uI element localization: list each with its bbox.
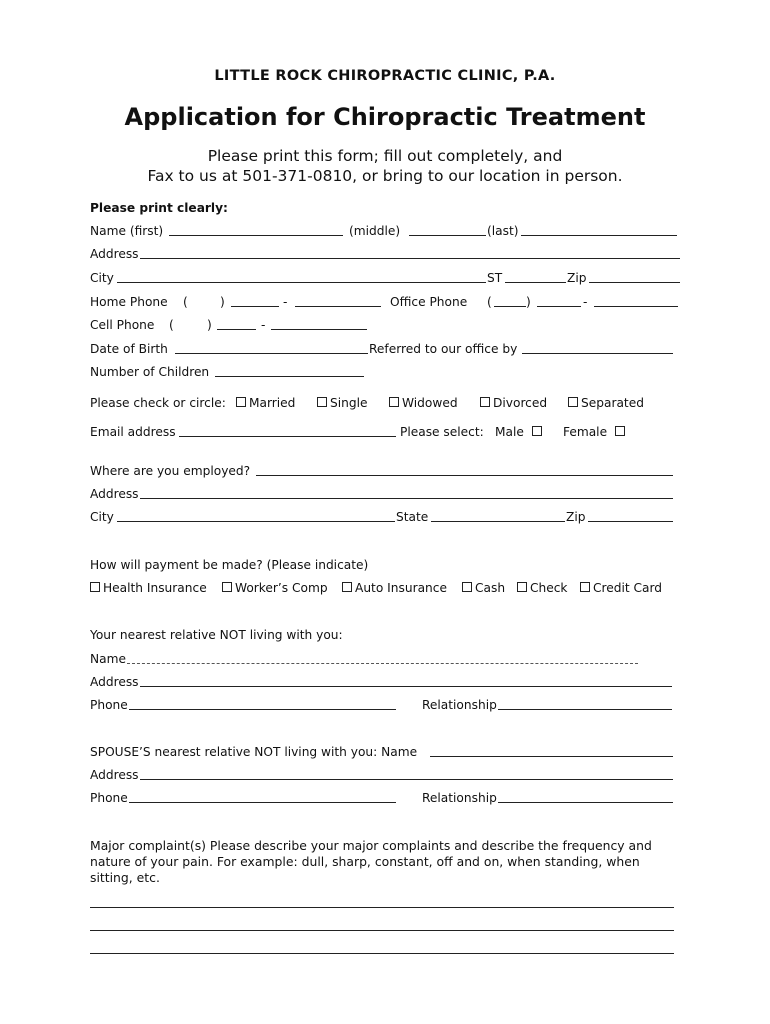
children-field[interactable] [215, 376, 364, 377]
cell-phone-open-paren: ( [169, 318, 174, 332]
name-middle-label: (middle) [349, 224, 401, 238]
relative-address-field[interactable] [140, 686, 672, 687]
office-phone-label: Office Phone [390, 295, 468, 309]
city-field[interactable] [117, 282, 486, 283]
city-label: City [90, 271, 114, 285]
name-first-label: Name (first) [90, 224, 164, 238]
complaint-instructions: Major complaint(s) Please describe your major complaints and describe the frequency and nature of your pain. For example: dull, sharp, constant, off and on, when standing, when sitting, etc. [90, 838, 652, 885]
relative-relationship-label: Relationship [422, 698, 497, 712]
spouse-relative-address-label: Address [90, 768, 139, 782]
clinic-name: LITTLE ROCK CHIROPRACTIC CLINIC, P.A. [214, 68, 556, 84]
checkbox-icon [222, 582, 232, 592]
name-middle-field[interactable] [409, 235, 486, 236]
spouse-relative-address-field[interactable] [140, 779, 673, 780]
home-phone-hyphen: - [283, 295, 288, 309]
complaint-line-2[interactable] [90, 930, 674, 931]
instructions-line-1: Please print this form; fill out completely, and [207, 147, 563, 165]
cell-phone-prefix-field[interactable] [217, 329, 256, 330]
complaint-line-1[interactable] [90, 907, 674, 908]
checkbox-icon [568, 397, 578, 407]
name-last-label: (last) [487, 224, 519, 238]
name-first-field[interactable] [169, 235, 343, 236]
cell-phone-close-paren: ) [207, 318, 212, 332]
relative-name-label: Name [90, 652, 126, 666]
office-phone-close-paren: ) [526, 295, 531, 309]
marital-option-married[interactable]: Married [236, 396, 295, 410]
employer-state-field[interactable] [431, 521, 565, 522]
office-phone-area-field[interactable] [494, 306, 526, 307]
employer-city-label: City [90, 510, 114, 524]
marital-option-separated[interactable]: Separated [568, 396, 644, 410]
checkbox-icon [317, 397, 327, 407]
complaint-line-3[interactable] [90, 953, 674, 954]
gender-option-female[interactable]: Female [563, 425, 628, 439]
spouse-relative-name-field[interactable] [430, 756, 673, 757]
spouse-relative-relationship-field[interactable] [498, 802, 673, 803]
checkbox-icon [342, 582, 352, 592]
office-phone-prefix-field[interactable] [537, 306, 581, 307]
payment-option-health-insurance[interactable]: Health Insurance [90, 581, 207, 595]
checkbox-icon [532, 426, 542, 436]
spouse-relative-heading: SPOUSE’S nearest relative NOT living with you: Name [90, 745, 418, 759]
checkbox-icon [480, 397, 490, 407]
home-phone-number-field[interactable] [295, 306, 381, 307]
children-label: Number of Children [90, 365, 210, 379]
employer-zip-field[interactable] [588, 521, 673, 522]
gender-option-male[interactable]: Male [495, 425, 545, 439]
employer-zip-label: Zip [566, 510, 586, 524]
cell-phone-number-field[interactable] [271, 329, 367, 330]
relative-relationship-field[interactable] [498, 709, 672, 710]
print-clearly-label: Please print clearly: [90, 201, 228, 215]
employer-address-label: Address [90, 487, 139, 501]
marital-option-single[interactable]: Single [317, 396, 367, 410]
checkbox-icon [580, 582, 590, 592]
home-phone-label: Home Phone [90, 295, 168, 309]
payment-option-credit-card[interactable]: Credit Card [580, 581, 662, 595]
relative-name-field[interactable] [127, 663, 638, 664]
dob-label: Date of Birth [90, 342, 168, 356]
st-label: ST [487, 271, 503, 285]
cell-phone-hyphen: - [261, 318, 266, 332]
st-field[interactable] [505, 282, 566, 283]
relative-heading: Your nearest relative NOT living with you: [90, 628, 343, 642]
email-label: Email address [90, 425, 176, 439]
cell-phone-label: Cell Phone [90, 318, 155, 332]
checkbox-icon [389, 397, 399, 407]
email-field[interactable] [179, 436, 396, 437]
office-phone-open-paren: ( [487, 295, 492, 309]
referred-label: Referred to our office by [369, 342, 518, 356]
relative-phone-field[interactable] [129, 709, 396, 710]
checkbox-icon [90, 582, 100, 592]
dob-field[interactable] [175, 353, 368, 354]
address-label: Address [90, 247, 139, 261]
checkbox-icon [236, 397, 246, 407]
home-phone-open-paren: ( [183, 295, 188, 309]
form-title: Application for Chiropractic Treatment [124, 103, 646, 131]
payment-option-check[interactable]: Check [517, 581, 568, 595]
check-circle-label: Please check or circle: [90, 396, 226, 410]
office-phone-hyphen: - [583, 295, 588, 309]
address-field[interactable] [140, 258, 680, 259]
marital-option-divorced[interactable]: Divorced [480, 396, 547, 410]
please-select-label: Please select: [400, 425, 484, 439]
office-phone-number-field[interactable] [594, 306, 678, 307]
home-phone-close-paren: ) [220, 295, 225, 309]
relative-phone-label: Phone [90, 698, 128, 712]
referred-field[interactable] [522, 353, 673, 354]
name-last-field[interactable] [521, 235, 677, 236]
payment-option-workers-comp[interactable]: Worker’s Comp [222, 581, 328, 595]
spouse-relative-phone-field[interactable] [129, 802, 396, 803]
payment-option-cash[interactable]: Cash [462, 581, 505, 595]
relative-address-label: Address [90, 675, 139, 689]
marital-option-widowed[interactable]: Widowed [389, 396, 458, 410]
employed-field[interactable] [256, 475, 673, 476]
employer-city-field[interactable] [117, 521, 395, 522]
zip-label: Zip [567, 271, 587, 285]
payment-question: How will payment be made? (Please indicate) [90, 558, 369, 572]
zip-field[interactable] [589, 282, 680, 283]
spouse-relative-phone-label: Phone [90, 791, 128, 805]
spouse-relative-relationship-label: Relationship [422, 791, 497, 805]
employer-state-label: State [396, 510, 429, 524]
checkbox-icon [517, 582, 527, 592]
employed-label: Where are you employed? [90, 464, 251, 478]
home-phone-prefix-field[interactable] [231, 306, 279, 307]
employer-address-field[interactable] [140, 498, 673, 499]
checkbox-icon [462, 582, 472, 592]
instructions-line-2: Fax to us at 501-371-0810, or bring to our location in person. [147, 167, 623, 185]
payment-option-auto-insurance[interactable]: Auto Insurance [342, 581, 447, 595]
checkbox-icon [615, 426, 625, 436]
